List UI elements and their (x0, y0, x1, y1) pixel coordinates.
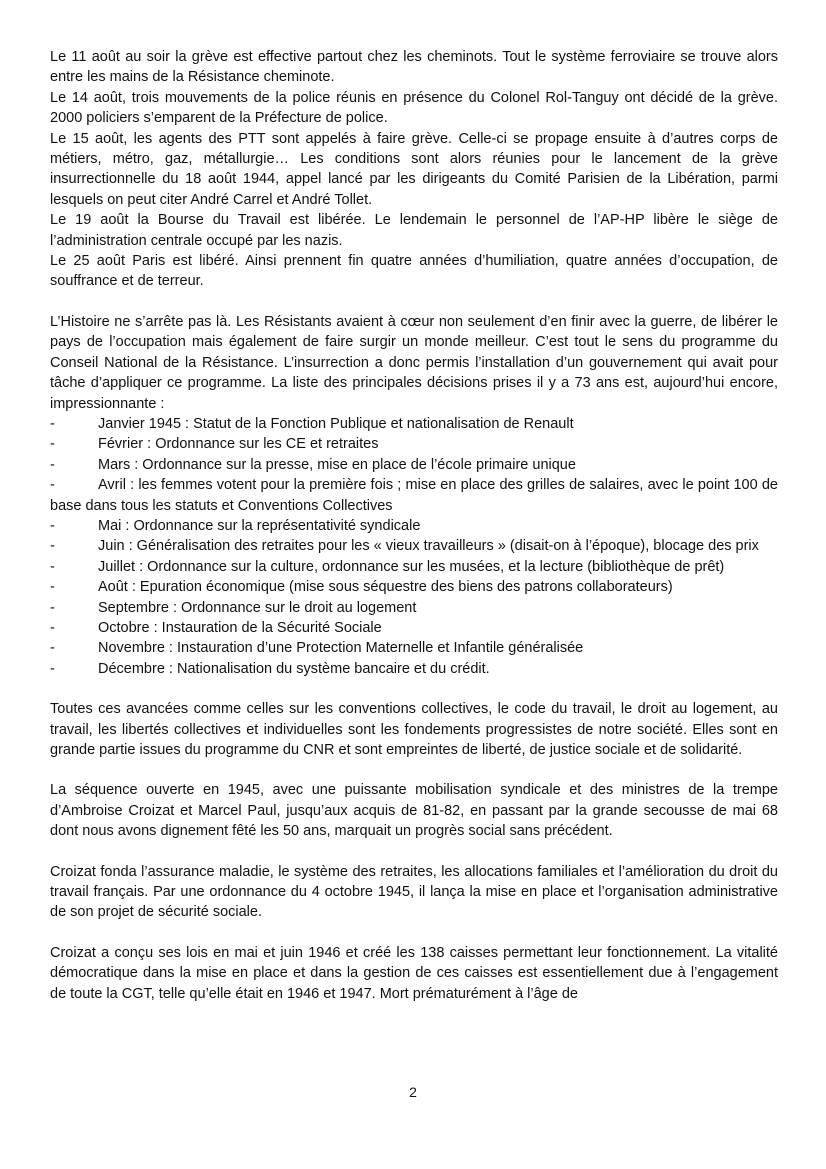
list-item-text: Février : Ordonnance sur les CE et retraites (98, 436, 379, 453)
paragraph-gap (50, 923, 778, 943)
paragraph-gap (50, 292, 778, 312)
list-item-text: Juillet : Ordonnance sur la culture, ordonnance sur les musées, et la lecture (bibliothèque de prêt) (98, 558, 725, 575)
list-item (50, 475, 778, 516)
list-item (50, 598, 778, 618)
list-item-text: Août : Epuration économique (mise sous séquestre des biens des patrons collaborateurs) (98, 579, 673, 596)
list-dash: - (50, 477, 55, 494)
list-item-text: Novembre : Instauration d’une Protection Maternelle et Infantile généralisée (98, 640, 584, 657)
paragraph: La séquence ouverte en 1945, avec une puissante mobilisation syndicale et des ministres de la trempe d’Ambroise Croizat et Marcel Paul, jusqu’aux acquis de 81-82, en passant par la grande secousse de mai 68 dont nous avons dignement fêté les 50 ans, marquait un progrès social sans précédent. (50, 782, 778, 840)
list-dash: - (50, 579, 55, 596)
list-dash: - (50, 599, 55, 616)
paragraph: Le 15 août, les agents des PTT sont appelés à faire grève. Celle-ci se propage ensuite à d’autres corps de métiers, métro, gaz, métallurgie… Les conditions sont alors réunies pour le lancement de la grève insurrectionnelle du 18 août 1944, appel lancé par les dirigeants du Comité Parisien de la Libération, parmi lesquels on peut citer André Carrel et André Tollet. (50, 130, 778, 208)
list-item (50, 659, 778, 679)
paragraph: Le 11 août au soir la grève est effective partout chez les cheminots. Tout le système ferroviaire se trouve alors entre les mains de la Résistance cheminote. (50, 49, 778, 86)
paragraph-gap (50, 679, 778, 699)
list-item-text: Janvier 1945 : Statut de la Fonction Publique et nationalisation de Renault (98, 415, 574, 432)
list-dash: - (50, 415, 55, 432)
list-item (50, 638, 778, 658)
list-item (50, 455, 778, 475)
list-item (50, 434, 778, 454)
list-item (50, 577, 778, 597)
list-item (50, 414, 778, 434)
paragraph-gap (50, 842, 778, 862)
list-dash: - (50, 619, 55, 636)
list-item-text: Avril : les femmes votent pour la première fois ; mise en place des grilles de salaires, avec le point 100 de base dans tous les statuts et Conventions Collectives (50, 477, 778, 514)
list-item (50, 618, 778, 638)
paragraph-gap (50, 760, 778, 780)
paragraph: Le 25 août Paris est libéré. Ainsi prennent fin quatre années d’humiliation, quatre années d’occupation, de souffrance et de terreur. (50, 253, 778, 290)
list-dash: - (50, 660, 55, 677)
paragraph: Le 14 août, trois mouvements de la police réunis en présence du Colonel Rol-Tanguy ont décidé de la grève. 2000 policiers s’emparent de la Préfecture de police. (50, 89, 778, 127)
list-item-text: Mars : Ordonnance sur la presse, mise en place de l’école primaire unique (98, 456, 576, 473)
list-item (50, 536, 778, 556)
list-dash: - (50, 456, 55, 473)
list-dash: - (50, 538, 55, 555)
list-item-text: Octobre : Instauration de la Sécurité Sociale (98, 619, 382, 636)
list-item-text: Juin : Généralisation des retraites pour les « vieux travailleurs » (disait-on à l’époque), blocage des prix (98, 538, 759, 555)
page-number: 2 (409, 1084, 417, 1100)
list-item-text: Mai : Ordonnance sur la représentativité syndicale (98, 517, 421, 534)
paragraph: Croizat a conçu ses lois en mai et juin 1946 et créé les 138 caisses permettant leur fonctionnement. La vitalité démocratique dans la mise en place et dans la gestion de ces caisses est essentiellement due à l’engagement de toute la CGT, telle qu’elle était en 1946 et 1947. Mort prématurément à l’âge de (50, 944, 778, 1002)
document-page (50, 47, 778, 1004)
list-item-text: Décembre : Nationalisation du système bancaire et du crédit. (98, 660, 490, 677)
list-dash: - (50, 640, 55, 657)
paragraph: Croizat fonda l’assurance maladie, le système des retraites, les allocations familiales et l’amélioration du droit du travail français. Par une ordonnance du 4 octobre 1945, il lança la mise en place et l’organisation administrative de son projet de sécurité sociale. (50, 863, 778, 921)
list-dash: - (50, 436, 55, 453)
list-item (50, 516, 778, 536)
list-dash: - (50, 517, 55, 534)
decisions-list (50, 414, 778, 679)
paragraph: Le 19 août la Bourse du Travail est libérée. Le lendemain le personnel de l’AP-HP libère le siège de l’administration centrale occupé par les nazis. (50, 212, 778, 249)
list-item (50, 557, 778, 577)
list-dash: - (50, 558, 55, 575)
paragraph: Toutes ces avancées comme celles sur les conventions collectives, le code du travail, le droit au logement, au travail, les libertés collectives et individuelles sont les fondements progressistes de notre société. Elles sont en grande partie issues du programme du CNR et sont empreintes de liberté, de justice sociale et de solidarité. (50, 701, 778, 758)
list-item-text: Septembre : Ordonnance sur le droit au logement (98, 599, 417, 616)
list-intro-paragraph: L’Histoire ne s’arrête pas là. Les Résistants avaient à cœur non seulement d’en finir avec la guerre, de libérer le pays de l’occupation mais également de faire surgir un monde meilleur. C’est tout le sens du programme du Conseil National de la Résistance. L’insurrection a donc permis l’installation d’un gouvernement qui avait pour tâche d’appliquer ce programme. La liste des principales décisions prises il y a 73 ans est, aujourd’hui encore, impressionnante : (50, 313, 778, 412)
